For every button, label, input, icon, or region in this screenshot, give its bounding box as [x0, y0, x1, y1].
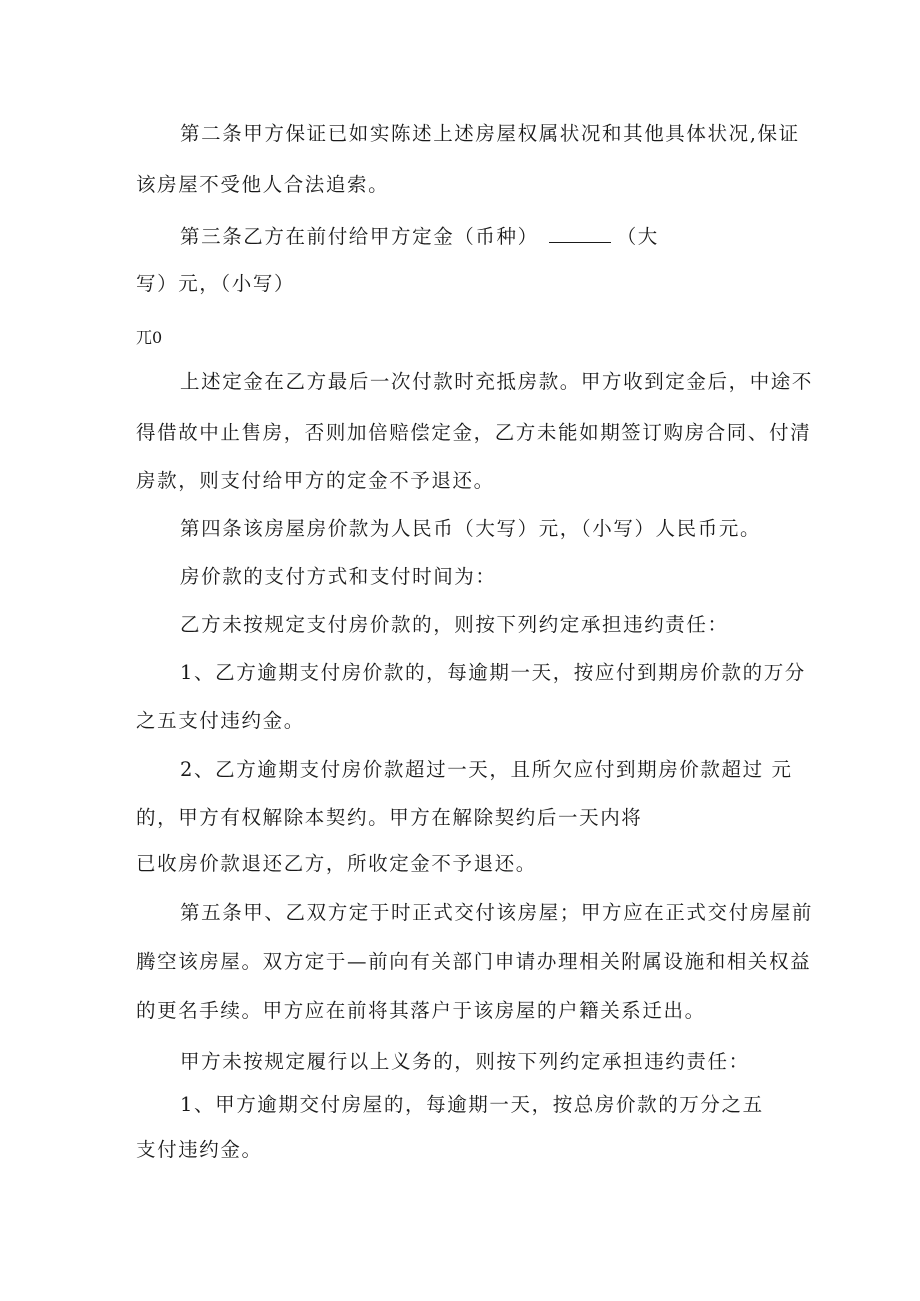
paragraph-line: 支付违约金。 — [136, 1138, 263, 1161]
paragraph-line: 之五支付违约金。 — [136, 709, 305, 732]
paragraph-line: 兀0 — [136, 328, 163, 347]
currency-blank — [549, 224, 611, 243]
deposit-clause-text: 第三条乙方在前付给甲方定金（币种） — [180, 225, 539, 248]
paragraph-line: 写）元，（小写） — [136, 272, 296, 295]
paragraph-line: 1、甲方逾期交付房屋的，每逾期一天，按总房价款的万分之五 — [180, 1093, 764, 1116]
paragraph-line: 上述定金在乙方最后一次付款时充抵房款。甲方收到定金后，中途不 — [180, 370, 814, 393]
paragraph-line: 1、乙方逾期支付房价款的，每逾期一天，按应付到期房价款的万分 — [180, 661, 806, 684]
paragraph-line: 腾空该房屋。双方定于—前向有关部门申请办理相关附属设施和相关权益 — [136, 950, 812, 973]
paragraph-line: 2、乙方逾期支付房价款超过一天，且所欠应付到期房价款超过 元 — [180, 758, 793, 781]
paragraph-line — [180, 224, 659, 249]
paragraph-line: 房价款的支付方式和支付时间为： — [180, 565, 497, 588]
paragraph-line: 的，甲方有权解除本契约。甲方在解除契约后一天内将 — [136, 806, 643, 829]
paragraph-line: 第五条甲、乙双方定于时正式交付该房屋；甲方应在正式交付房屋前 — [180, 901, 814, 924]
paragraph-line: 该房屋不受他人合法追索。 — [136, 173, 390, 196]
paragraph-line: 第二条甲方保证已如实陈述上述房屋权属状况和其他具体状况,保证 — [180, 122, 800, 145]
paragraph-line: 第四条该房屋房价款为人民币（大写）元，（小写）人民币元。 — [180, 517, 762, 540]
paragraph-line: 甲方未按规定履行以上义务的，则按下列约定承担违约责任： — [180, 1050, 750, 1073]
paragraph-line: 得借故中止售房，否则加倍赔偿定金，乙方未能如期签订购房合同、付清 — [136, 421, 812, 444]
paragraph-line: 房款，则支付给甲方的定金不予退还。 — [136, 469, 495, 492]
deposit-clause-tail: （大 — [616, 225, 659, 248]
paragraph-line: 乙方未按规定支付房价款的，则按下列约定承担违约责任： — [180, 613, 729, 636]
paragraph-line: 已收房价款退还乙方，所收定金不予退还。 — [136, 852, 537, 875]
paragraph-line: 的更名手续。甲方应在前将其落户于该房屋的户籍关系迁出。 — [136, 999, 706, 1022]
